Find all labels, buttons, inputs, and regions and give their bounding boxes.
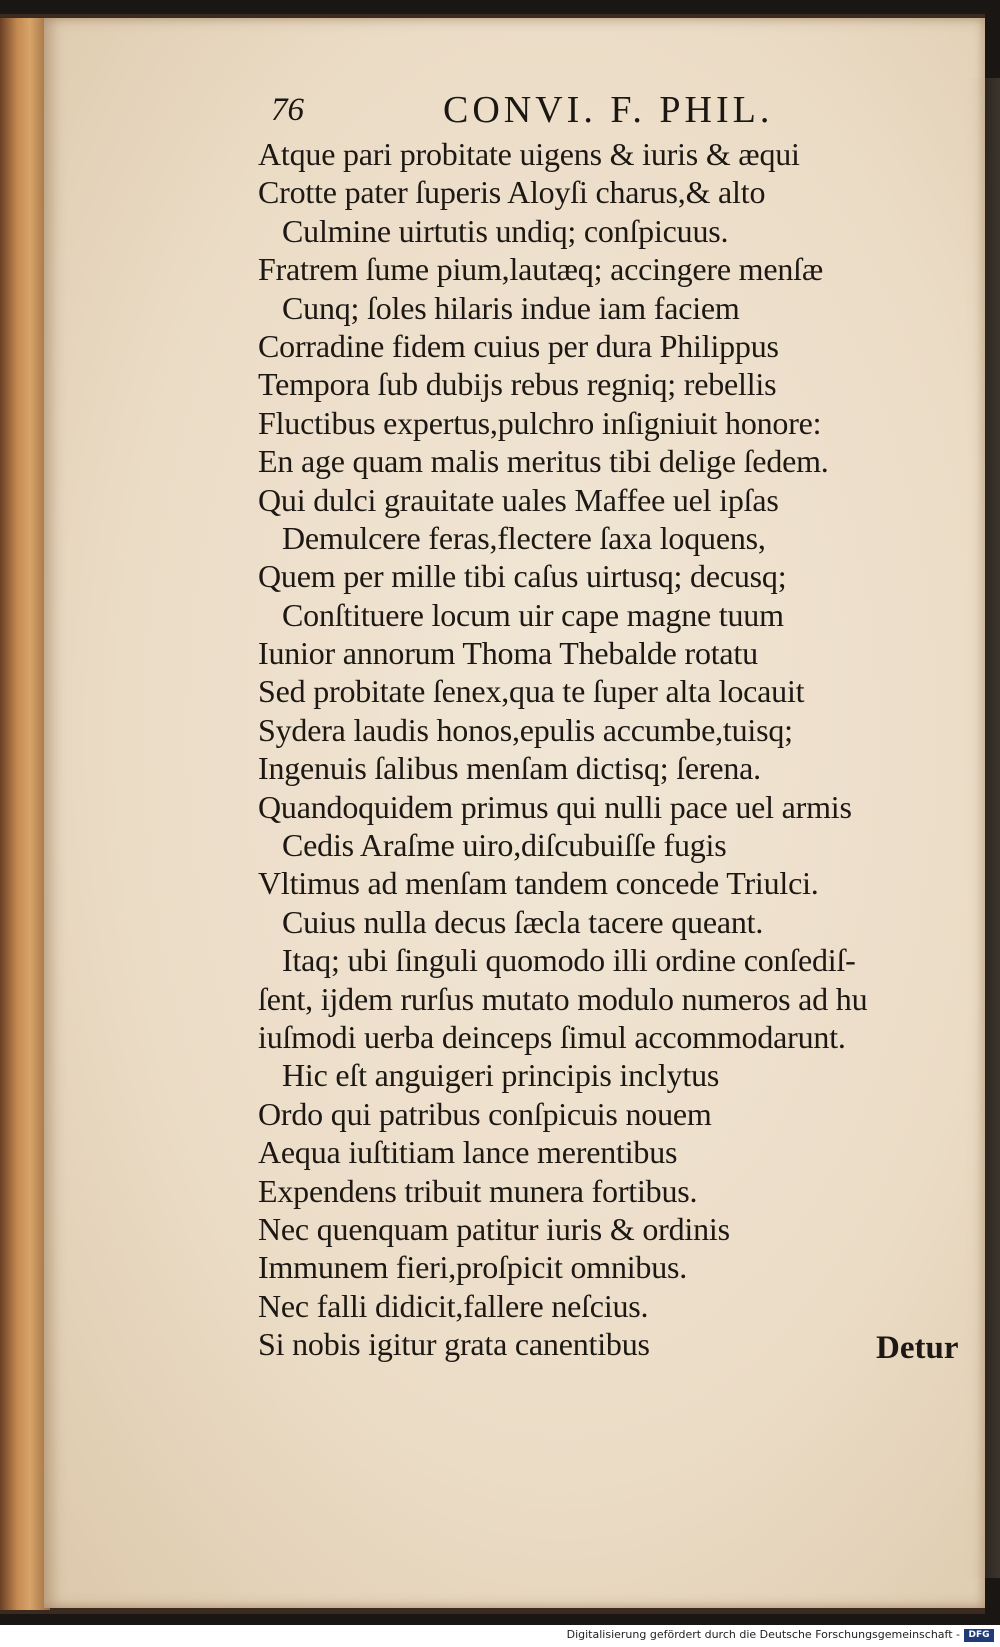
catchword: Detur (876, 1330, 959, 1366)
text-line: Qui dulci grauitate uales Maffee uel ipſas (258, 481, 779, 518)
text-line: Cunq; ſoles hilaris indue iam faciem (282, 289, 740, 326)
text-line: Corradine fidem cuius per dura Philippus (258, 327, 779, 364)
text-line: Sed probitate ſenex,qua te ſuper alta locauit (258, 673, 805, 710)
body-text (258, 135, 958, 1364)
book-fore-edge (0, 18, 50, 1610)
text-line: Vltimus ad menſam tandem concede Triulci. (258, 865, 819, 902)
running-head: CONVI. F. PHIL. (443, 89, 774, 131)
text-line: Demulcere feras,flectere ſaxa loquens, (282, 519, 766, 556)
text-line: Tempora ſub dubijs rebus regniq; rebellis (258, 366, 777, 403)
text-line: ſent, ijdem rurſus mutato modulo numeros ad hu (258, 980, 868, 1017)
text-line: Immunem fieri,proſpicit omnibus. (258, 1249, 688, 1286)
text-line: Atque pari probitate uigens & iuris & æqui (258, 136, 800, 172)
text-line: Itaq; ubi ſinguli quomodo illi ordine conſediſ- (282, 942, 856, 979)
text-line: Ordo qui patribus conſpicuis nouem (258, 1095, 712, 1132)
page-header (271, 88, 871, 140)
text-line: Cedis Araſme uiro,diſcubuiſſe fugis (282, 827, 727, 864)
text-line: Aequa iuſtitiam lance merentibus (258, 1134, 678, 1171)
text-line: Iunior annorum Thoma Thebalde rotatu (258, 635, 758, 672)
text-line: En age quam malis meritus tibi delige ſedem. (258, 443, 829, 480)
show-through-bleed (964, 78, 1000, 1578)
text-line: Expendens tribuit munera fortibus. (258, 1172, 698, 1209)
page-number: 76 (271, 92, 304, 128)
text-line: Sydera laudis honos,epulis accumbe,tuisq; (258, 711, 793, 748)
text-line: Culmine uirtutis undiq; conſpicuus. (282, 212, 729, 249)
funding-credit: Digitalisierung gefördert durch die Deutsche Forschungsgemeinschaft - (566, 1628, 960, 1641)
digitization-footer (0, 1625, 1000, 1647)
dfg-logo-icon: DFG (964, 1629, 994, 1642)
text-line: Nec quenquam patitur iuris & ordinis (258, 1210, 730, 1247)
text-line: Crotte pater ſuperis Aloyſi charus,& alto (258, 174, 766, 211)
text-line: Fluctibus expertus,pulchro inſigniuit honore: (258, 404, 822, 441)
text-line: Cuius nulla decus ſæcla tacere queant. (282, 903, 764, 940)
text-line: Hic eſt anguigeri principis inclytus (282, 1057, 720, 1094)
text-line: Quem per mille tibi caſus uirtusq; decusq; (258, 558, 787, 595)
text-line: iuſmodi uerba deinceps ſimul accommodarunt. (258, 1018, 846, 1055)
text-line: Fratrem ſume pium,lautæq; accingere menſæ (258, 251, 823, 288)
text-line: Nec falli didicit,fallere neſcius. (258, 1287, 649, 1324)
text-line: Si nobis igitur grata canentibus (258, 1326, 650, 1363)
text-line: Quandoquidem primus qui nulli pace uel armis (258, 788, 852, 825)
text-line: Conſtituere locum uir cape magne tuum (282, 596, 784, 633)
text-line: Ingenuis ſalibus menſam dictisq; ſerena. (258, 750, 761, 787)
